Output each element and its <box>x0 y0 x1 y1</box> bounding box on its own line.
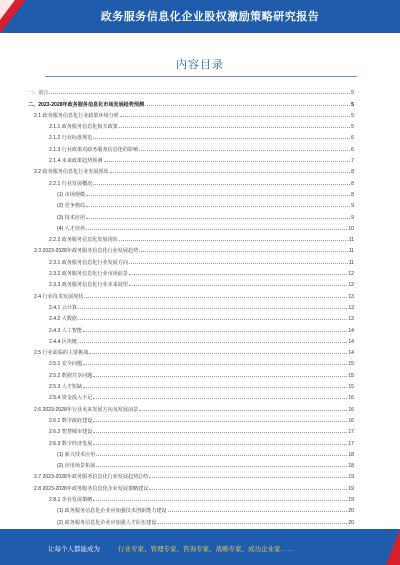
toc-entry-title: 2.3.3 政务服务信息化行业未来展望 <box>49 282 128 289</box>
toc-entry[interactable] <box>28 119 354 130</box>
toc-entry-title: 2.5 行业面临的主要挑战 <box>34 350 89 357</box>
toc-entry-title: 2.5.1 安全问题 <box>49 361 83 368</box>
toc-heading: 内容目录 <box>176 59 224 71</box>
footer-red-corner <box>386 529 400 565</box>
toc-entry-title: 2.6.1 数字政府建设 <box>49 417 93 424</box>
toc-entry-page: 16 <box>348 417 354 424</box>
toc-leader-dots <box>83 386 347 388</box>
toc-entry-page: 5 <box>351 90 354 97</box>
toc-entry-title: (1) 市场规模 <box>57 191 86 198</box>
toc-leader-dots <box>120 115 350 117</box>
toc-leader-dots <box>139 409 347 411</box>
toc-entry[interactable] <box>28 277 354 288</box>
toc-entry-title: 2.7 2023-2028年政务服务信息化行业发展趋势总结 <box>34 474 149 481</box>
toc-entry-page: 11 <box>348 259 354 266</box>
toc-entry[interactable] <box>28 164 354 175</box>
toc-divider <box>45 76 357 77</box>
toc-entry-page: 14 <box>348 350 354 357</box>
toc-entry-title: 2.4.1 云计算 <box>49 304 78 311</box>
toc-leader-dots <box>86 194 350 196</box>
toc-entry[interactable] <box>28 424 354 435</box>
toc-entry-title: (1) 新兴技术应用 <box>57 451 96 458</box>
table-of-contents <box>28 85 354 537</box>
toc-entry[interactable] <box>28 458 354 469</box>
toc-entry-title: 2.5.3 人才短缺 <box>49 384 83 391</box>
toc-entry-title: 2.8.1 企业发展策略 <box>49 496 93 503</box>
toc-entry-title: 2.2 政务服务信息化行业发展现状 <box>34 169 109 176</box>
toc-leader-dots <box>78 318 347 320</box>
report-title: 政务服务信息化企业股权激励策略研究报告 <box>100 11 320 23</box>
toc-entry[interactable] <box>28 356 354 367</box>
toc-entry-title: (3) 技术应用 <box>57 214 86 221</box>
toc-leader-dots <box>93 431 347 433</box>
toc-entry-page: 5 <box>351 112 354 119</box>
toc-leader-dots <box>83 363 347 365</box>
toc-leader-dots <box>96 454 347 456</box>
toc-entry-page: 12 <box>348 271 354 278</box>
toc-entry-page: 13 <box>348 293 354 300</box>
toc-entry-title: 2.3 2023-2028年政务服务信息化行业发展趋势 <box>34 248 139 255</box>
toc-entry[interactable] <box>28 447 354 458</box>
toc-leader-dots <box>86 217 350 219</box>
toc-entry-title: 2.2.2 政务服务信息化发展现状 <box>49 237 118 244</box>
toc-entry[interactable] <box>28 209 354 220</box>
toc-entry[interactable] <box>28 141 354 152</box>
toc-entry-title: 2.4.2 大数据 <box>49 316 78 323</box>
toc-entry-title: (2) 应用场景拓展 <box>57 463 96 470</box>
toc-entry-title: 2.5.4 资金投入不足 <box>49 395 93 402</box>
toc-entry-title: (4) 人才培养 <box>57 225 86 232</box>
toc-leader-dots <box>149 488 347 490</box>
header-white-accent <box>0 0 15 20</box>
footer-slogan-left: 让每个人都能成为 <box>48 546 100 553</box>
toc-entry-page: 14 <box>348 338 354 345</box>
toc-entry-page: 19 <box>348 496 354 503</box>
toc-entry-page: 6 <box>351 146 354 153</box>
toc-entry[interactable] <box>28 492 354 503</box>
toc-entry-title: 2.1.2 行业标准规范 <box>49 135 93 142</box>
toc-entry-title: 2.2.1 行业发展概况 <box>49 180 93 187</box>
toc-leader-dots <box>93 183 350 185</box>
toc-entry-title: (2) 政务服务信息化企业应加强人才队伍建设 <box>57 519 157 526</box>
toc-entry-page: 15 <box>348 361 354 368</box>
toc-entry-page: 8 <box>351 191 354 198</box>
toc-entry[interactable] <box>28 413 354 424</box>
toc-entry-page: 13 <box>348 304 354 311</box>
toc-leader-dots <box>145 104 350 106</box>
toc-leader-dots <box>86 228 347 230</box>
toc-leader-dots <box>93 443 347 445</box>
toc-entry[interactable] <box>28 266 354 277</box>
toc-entry-page: 12 <box>348 282 354 289</box>
toc-entry[interactable] <box>28 435 354 446</box>
toc-entry[interactable] <box>28 221 354 232</box>
toc-entry[interactable] <box>28 187 354 198</box>
toc-entry-title: 2.6.3 数字经济发展 <box>49 440 93 447</box>
toc-leader-dots <box>49 92 350 94</box>
toc-entry-page: 17 <box>348 429 354 436</box>
toc-entry-page: 5 <box>351 101 354 108</box>
toc-leader-dots <box>129 262 348 264</box>
toc-leader-dots <box>78 307 347 309</box>
toc-entry-page: 9 <box>351 203 354 210</box>
toc-entry-page: 18 <box>348 451 354 458</box>
toc-entry[interactable] <box>28 480 354 491</box>
toc-leader-dots <box>139 250 348 252</box>
toc-entry[interactable] <box>28 503 354 514</box>
toc-entry-page: 18 <box>348 463 354 470</box>
toc-entry[interactable] <box>28 243 354 254</box>
toc-entry[interactable] <box>28 198 354 209</box>
toc-leader-dots <box>129 284 347 286</box>
toc-entry[interactable] <box>28 288 354 299</box>
toc-leader-dots <box>157 522 347 524</box>
toc-leader-dots <box>110 171 350 173</box>
toc-entry-title: (1) 政务服务信息化企业应加强技术创新能力建设 <box>57 508 167 515</box>
toc-entry[interactable] <box>28 232 354 243</box>
toc-entry[interactable] <box>28 254 354 265</box>
toc-entry-page: 11 <box>348 237 354 244</box>
toc-entry-title: 2.4.4 区块链 <box>49 338 78 345</box>
toc-leader-dots <box>89 352 347 354</box>
toc-entry[interactable] <box>28 334 354 345</box>
toc-entry-title: 2.1 政务服务信息化行业政策环境分析 <box>34 112 119 119</box>
footer-slogan-right: 行业专家、管理专家、咨询专家、战略专家、成功企业家…… <box>118 546 294 553</box>
toc-entry-title: 2.1.3 行业政策对政务服务信息化的影响 <box>49 146 139 153</box>
toc-entry-title: (2) 竞争格局 <box>57 203 86 210</box>
toc-leader-dots <box>86 205 350 207</box>
toc-entry-page: 19 <box>348 474 354 481</box>
toc-leader-dots <box>93 420 347 422</box>
toc-leader-dots <box>119 126 350 128</box>
toc-entry[interactable] <box>28 390 354 401</box>
toc-entry[interactable] <box>28 401 354 412</box>
toc-entry-page: 20 <box>348 508 354 515</box>
toc-entry-page: 20 <box>348 519 354 526</box>
toc-entry-page: 16 <box>348 406 354 413</box>
toc-entry-title: 2.6 2023-2028年行业未来发展方向及发展前景 <box>34 406 139 413</box>
toc-entry-title: 一、前言 <box>28 90 49 97</box>
toc-entry[interactable] <box>28 514 354 525</box>
toc-entry-title: 2.3.2 政务服务信息化行业市场前景 <box>49 271 128 278</box>
toc-entry-title: 2.4.3 人工智能 <box>49 327 83 334</box>
toc-leader-dots <box>129 273 347 275</box>
toc-entry-page: 14 <box>348 327 354 334</box>
toc-entry-page: 10 <box>348 225 354 232</box>
toc-entry-title: 2.4 行业技术发展现状 <box>34 293 84 300</box>
toc-entry-page: 15 <box>348 372 354 379</box>
toc-leader-dots <box>119 239 348 241</box>
toc-entry[interactable] <box>28 345 354 356</box>
toc-entry-title: 二、2023-2028年政务服务信息化市场发展趋势预测 <box>28 101 145 108</box>
toc-entry-page: 15 <box>348 384 354 391</box>
toc-entry-page: 11 <box>348 248 354 255</box>
toc-entry-page: 8 <box>351 180 354 187</box>
toc-entry[interactable] <box>28 367 354 378</box>
toc-entry[interactable] <box>28 130 354 141</box>
toc-entry[interactable] <box>28 153 354 164</box>
toc-entry-page: 6 <box>351 135 354 142</box>
toc-entry-title: 2.1.4 未来政策趋势预测 <box>49 158 103 165</box>
footer-bar <box>0 529 400 565</box>
header-bar <box>0 0 400 33</box>
toc-leader-dots <box>78 341 347 343</box>
toc-leader-dots <box>96 465 347 467</box>
toc-entry[interactable] <box>28 469 354 480</box>
toc-entry[interactable] <box>28 96 354 107</box>
toc-entry-title: 2.3.1 政务服务信息化行业发展方向 <box>49 259 128 266</box>
toc-entry-page: 17 <box>348 440 354 447</box>
toc-entry[interactable] <box>28 311 354 322</box>
toc-leader-dots <box>83 330 347 332</box>
toc-entry-title: 2.5.2 数据共享问题 <box>49 372 93 379</box>
toc-entry[interactable] <box>28 322 354 333</box>
toc-entry-title: 2.1.1 政务服务信息化相关政策 <box>49 124 118 131</box>
toc-entry[interactable] <box>28 175 354 186</box>
toc-leader-dots <box>93 499 347 501</box>
toc-leader-dots <box>149 476 347 478</box>
toc-entry-page: 13 <box>348 316 354 323</box>
toc-entry[interactable] <box>28 300 354 311</box>
toc-leader-dots <box>104 160 351 162</box>
toc-leader-dots <box>168 510 348 512</box>
toc-entry-title: 2.8 2023-2028年政务服务信息化企业发展策略建议 <box>34 485 149 492</box>
toc-entry-page: 9 <box>351 214 354 221</box>
toc-entry-title: 2.6.2 智慧城市建设 <box>49 429 93 436</box>
toc-entry-page: 8 <box>351 169 354 176</box>
toc-leader-dots <box>93 137 350 139</box>
toc-entry[interactable] <box>28 108 354 119</box>
toc-entry-page: 16 <box>348 395 354 402</box>
toc-leader-dots <box>93 397 347 399</box>
toc-entry[interactable] <box>28 85 354 96</box>
toc-entry-page: 5 <box>351 124 354 131</box>
toc-entry[interactable] <box>28 379 354 390</box>
toc-entry-page: 19 <box>348 485 354 492</box>
toc-leader-dots <box>93 375 347 377</box>
toc-leader-dots <box>84 296 347 298</box>
toc-leader-dots <box>139 149 350 151</box>
toc-entry-page: 7 <box>351 158 354 165</box>
